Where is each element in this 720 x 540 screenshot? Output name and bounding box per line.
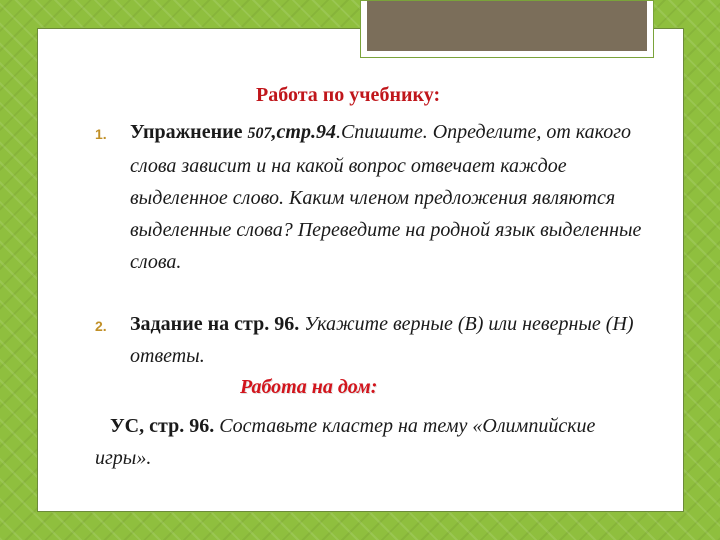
list-number: 1.: [95, 126, 107, 142]
title-placeholder-bar: [367, 1, 647, 51]
task-instructions: Укажите верные (В) или неверные (Н) ответы.: [130, 313, 634, 367]
exercise-page: ,стр.94: [271, 121, 336, 143]
exercise-number: 507: [247, 125, 272, 142]
list-item-exercise: [95, 116, 655, 278]
title-placeholder-frame: [360, 0, 654, 58]
textbook-work-heading: Работа по учебнику:: [256, 84, 441, 106]
exercise-label: Упражнение: [130, 121, 248, 143]
list-item-body: [130, 308, 655, 372]
exercise-instructions: .Спишите. Определите, от какого слова зависит и на какой вопрос отвечает каждое выделенное слово. Каким членом предложения являются выделенные слова? Переведите на родной язык выделенные слова.: [130, 121, 642, 273]
list-number: 2.: [95, 318, 107, 334]
homework-instructions: Составьте кластер на тему «Олимпийские игры».: [95, 415, 596, 469]
homework-text: [95, 410, 655, 474]
homework-heading: Работа на дом:: [240, 376, 378, 398]
list-item-body: [130, 116, 655, 278]
task-label: Задание на стр. 96.: [130, 313, 300, 335]
list-item-task: [95, 308, 655, 372]
homework-label: УС, стр. 96.: [110, 415, 215, 437]
